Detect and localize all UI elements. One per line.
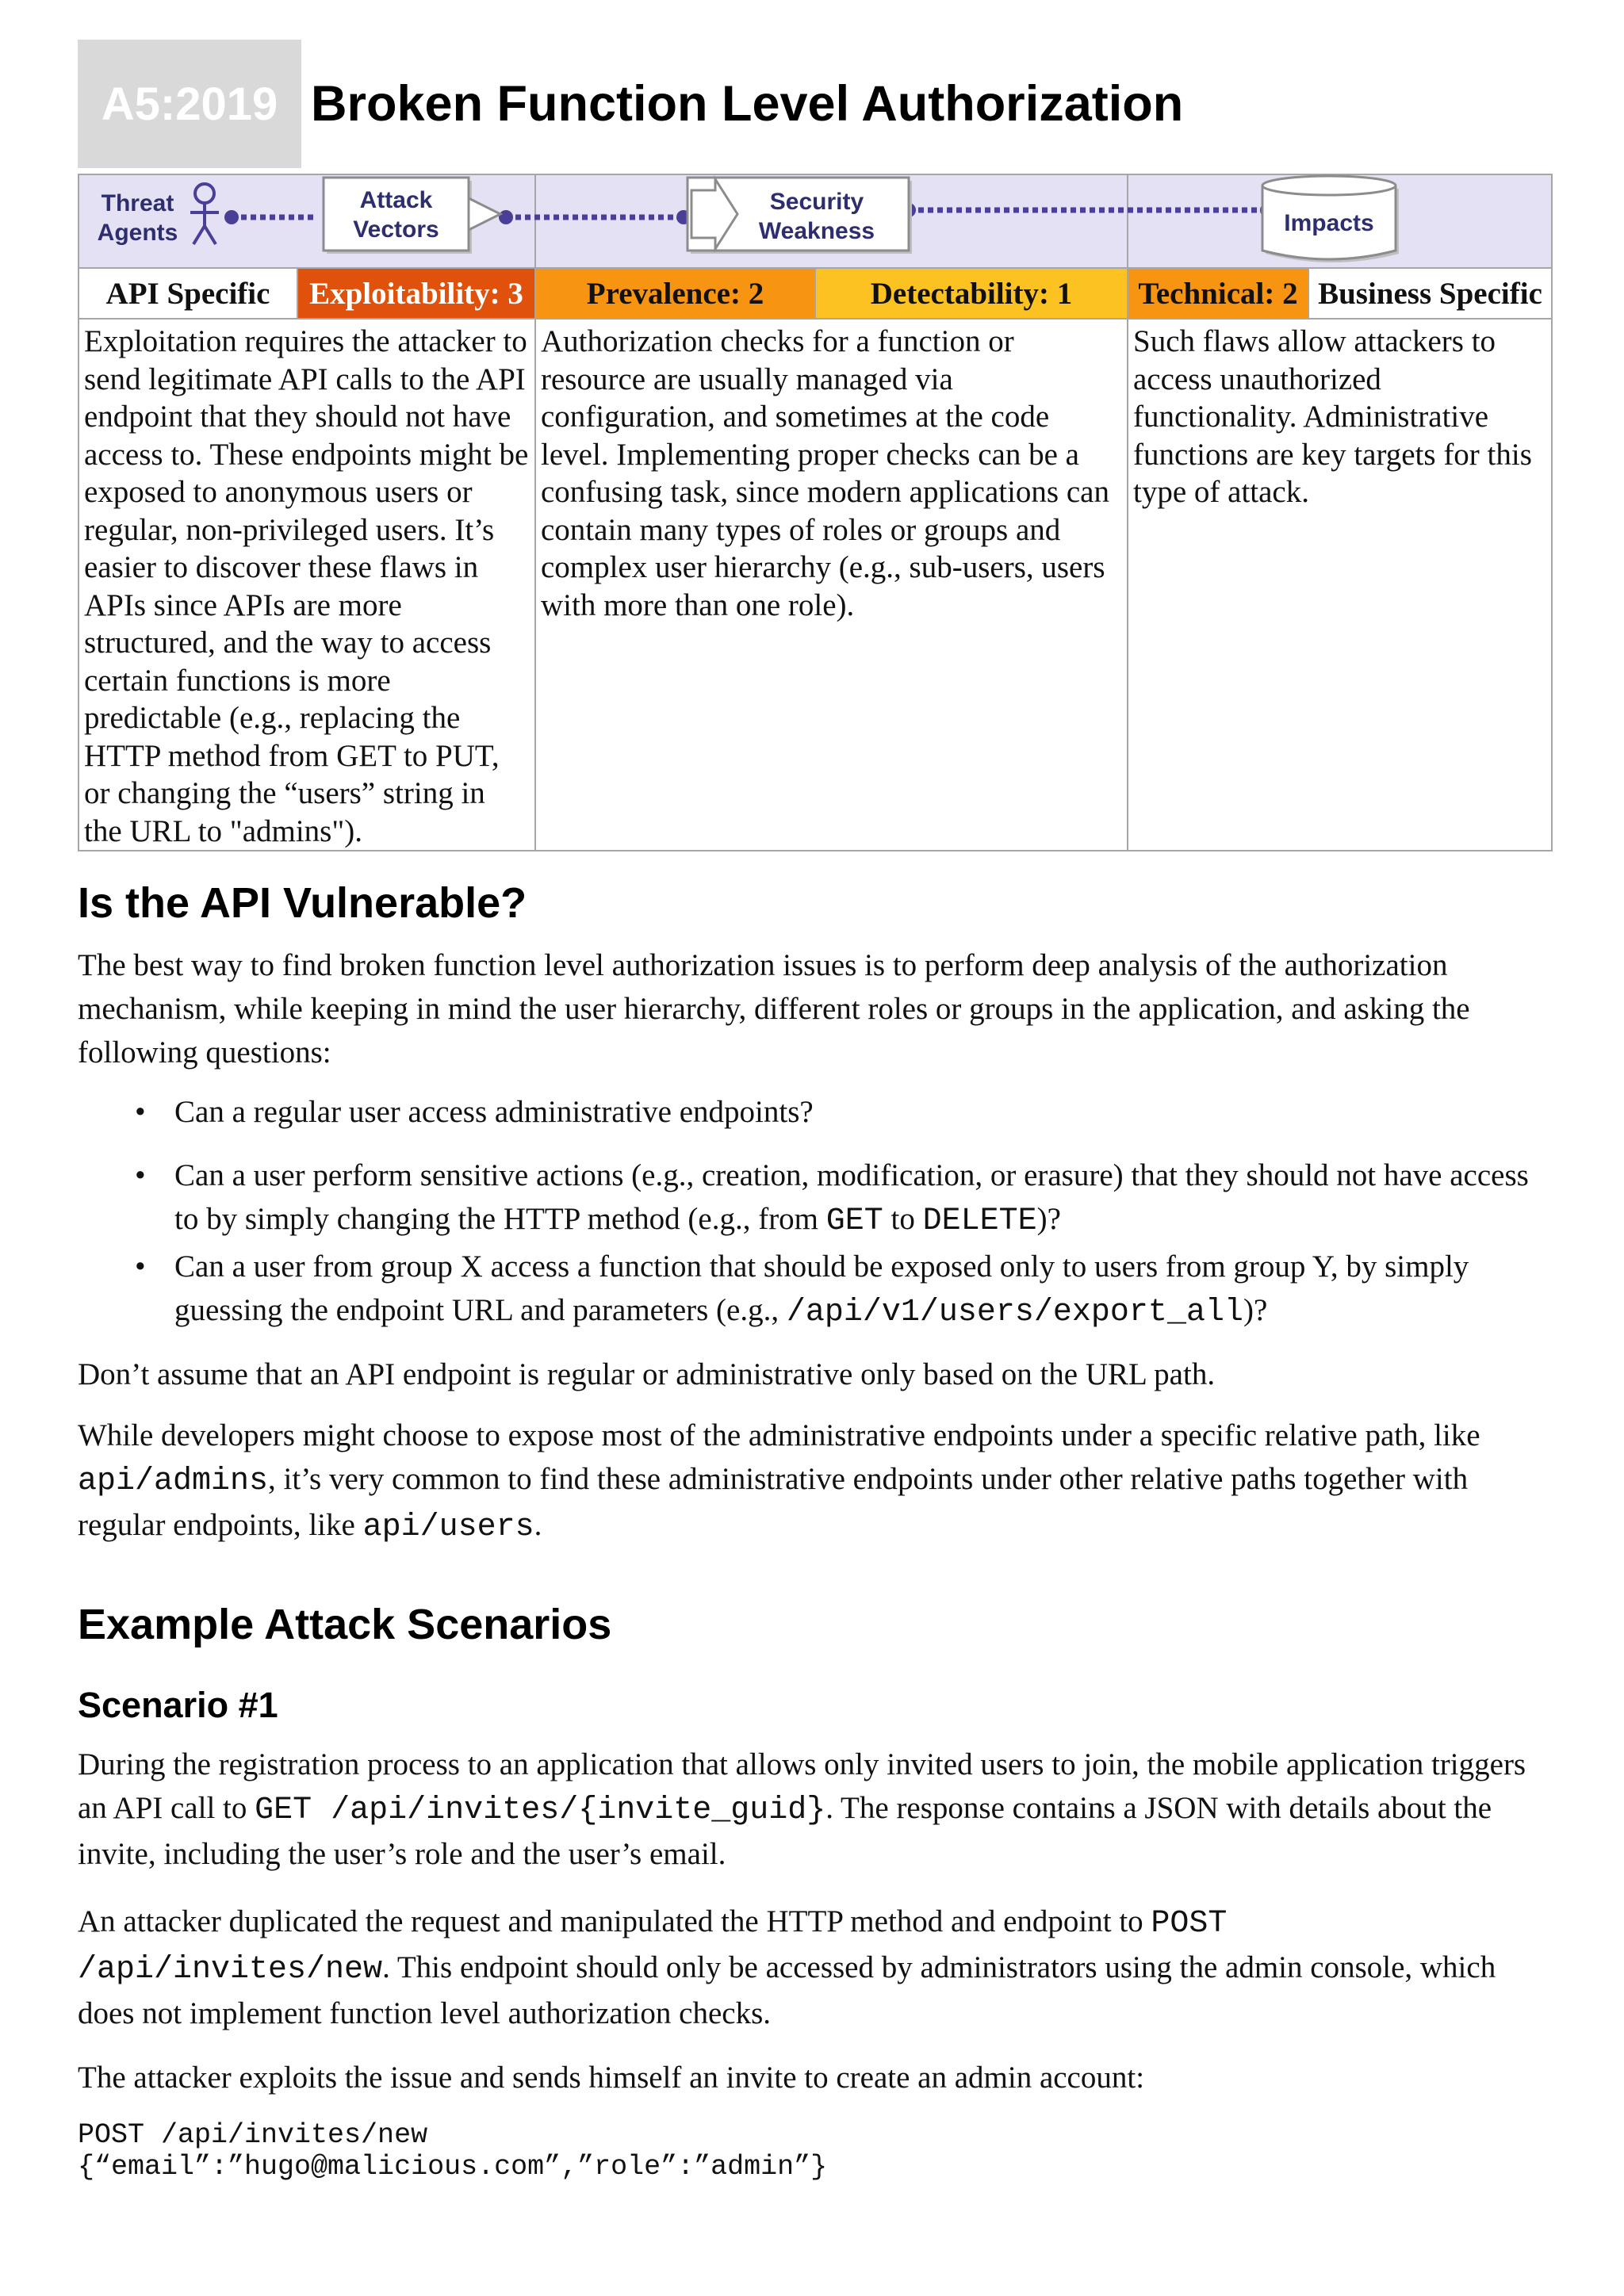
security-weakness-description: Authorization checks for a function or resource are usually managed via configuration, and sometimes at the code level. Implementing proper checks can be a confusing task, since modern applications can contain many types of roles or groups and complex user hierarchy (e.g., sub-users, users with more than one role). <box>535 319 1128 851</box>
code-line-2: {“email”:”hugo@malicious.com”,”role”:”admin”} <box>78 2151 828 2183</box>
question-bullet-1: • Can a regular user access administrative endpoints? <box>174 1090 1554 1134</box>
risk-id-badge: A5:2019 <box>78 40 301 168</box>
bullet-icon: • <box>135 1249 146 1284</box>
impacts-label: Impacts <box>1284 210 1374 236</box>
code-block <box>78 2119 827 2183</box>
section-heading-scenarios: Example Attack Scenarios <box>78 1601 612 1648</box>
admin-path-paragraph: While developers might choose to expose most of the administrative endpoints under a specific relative path, like api/admins, it’s very common to find these administrative endpoints under other relative paths together with regular endpoints, like api/users. <box>78 1418 1480 1545</box>
threat-agents-label: Threat Agents <box>97 190 178 246</box>
prevalence-score: Prevalence: 2 <box>535 268 815 319</box>
scenario-1-paragraph-3: The attacker exploits the issue and sends himself an invite to create an admin account: <box>78 2061 1145 2095</box>
url-path-note: Don’t assume that an API endpoint is regular or administrative only based on the URL path. <box>78 1357 1216 1391</box>
attack-vectors-label: Attack Vectors <box>353 187 439 243</box>
vulnerable-intro: The best way to find broken function level authorization issues is to perform deep analysis of the authorization mechanism, while keeping in mind the user hierarchy, different roles or groups in the application, and asking the following questions: <box>78 948 1470 1070</box>
bullet-icon: • <box>135 1095 146 1129</box>
impacts-description: Such flaws allow attackers to access unauthorized functionality. Administrative functions are key targets for this type of attack. <box>1128 319 1552 851</box>
section-heading-vulnerable: Is the API Vulnerable? <box>78 879 527 927</box>
risk-rating-table <box>78 174 1553 851</box>
risk-score-row <box>79 268 1552 319</box>
page-title: Broken Function Level Authorization <box>311 76 1184 132</box>
detectability-score: Detectability: 1 <box>815 268 1128 319</box>
flow-connector-1 <box>224 210 316 224</box>
bullet-icon: • <box>135 1158 146 1192</box>
question-bullet-3: • Can a user from group X access a function that should be exposed only to users from group Y, by simply guessing the endpoint URL and parameters (e.g., /api/v1/users/export_all)? <box>174 1245 1554 1334</box>
scenario-1-paragraph-1: During the registration process to an application that allows only invited users to join, the mobile application triggers an API call to GET /api/invites/{invite_guid}. The response contains a JSON with details about the invite, including the user’s role and the user’s email. <box>78 1747 1526 1871</box>
inline-code: GET <box>825 1203 883 1239</box>
threat-agents-description: Exploitation requires the attacker to send legitimate API calls to the API endpoint that they should not have access to. These endpoints might be exposed to anonymous users or regular, non-privileged users. It’s easier to discover these flaws in APIs since APIs are more structured, and the way to access certain functions is more predictable (e.g., replacing the HTTP method from GET to PUT, or changing the “users” string in the URL to "admins"). <box>79 319 535 851</box>
inline-code: GET /api/invites/{invite_guid} <box>255 1793 826 1828</box>
question-bullet-2: • Can a user perform sensitive actions (e.g., creation, modification, or erasure) that they should not have access to by simply changing the HTTP method (e.g., from GET to DELETE)? <box>174 1154 1554 1243</box>
security-weakness-label: Security Weakness <box>758 189 875 244</box>
inline-code: DELETE <box>922 1203 1037 1239</box>
inline-code: /api/v1/users/export_all <box>786 1295 1243 1330</box>
code-line-1: POST /api/invites/new <box>78 2119 428 2151</box>
technical-impact-score: Technical: 2 <box>1128 268 1308 319</box>
flow-connector-3 <box>902 203 1274 217</box>
risk-description-row <box>79 319 1552 851</box>
inline-code: /api/invites/new <box>78 1952 383 1988</box>
inline-code: POST <box>1151 1906 1228 1942</box>
person-icon <box>190 184 219 244</box>
scenario-1-paragraph-2: An attacker duplicated the request and manipulated the HTTP method and endpoint to POST /api/invites/new. This endpoint should only be accessed by administrators using the admin console, which does not implement function level authorization checks. <box>78 1904 1496 2030</box>
flow-connector-2 <box>499 210 691 224</box>
api-specific-cell: API Specific <box>79 268 297 319</box>
scenario-1-heading: Scenario #1 <box>78 1685 278 1725</box>
inline-code: api/admins <box>78 1464 269 1499</box>
exploitability-score: Exploitability: 3 <box>297 268 535 319</box>
inline-code: api/users <box>362 1510 534 1545</box>
business-specific-cell: Business Specific <box>1308 268 1552 319</box>
